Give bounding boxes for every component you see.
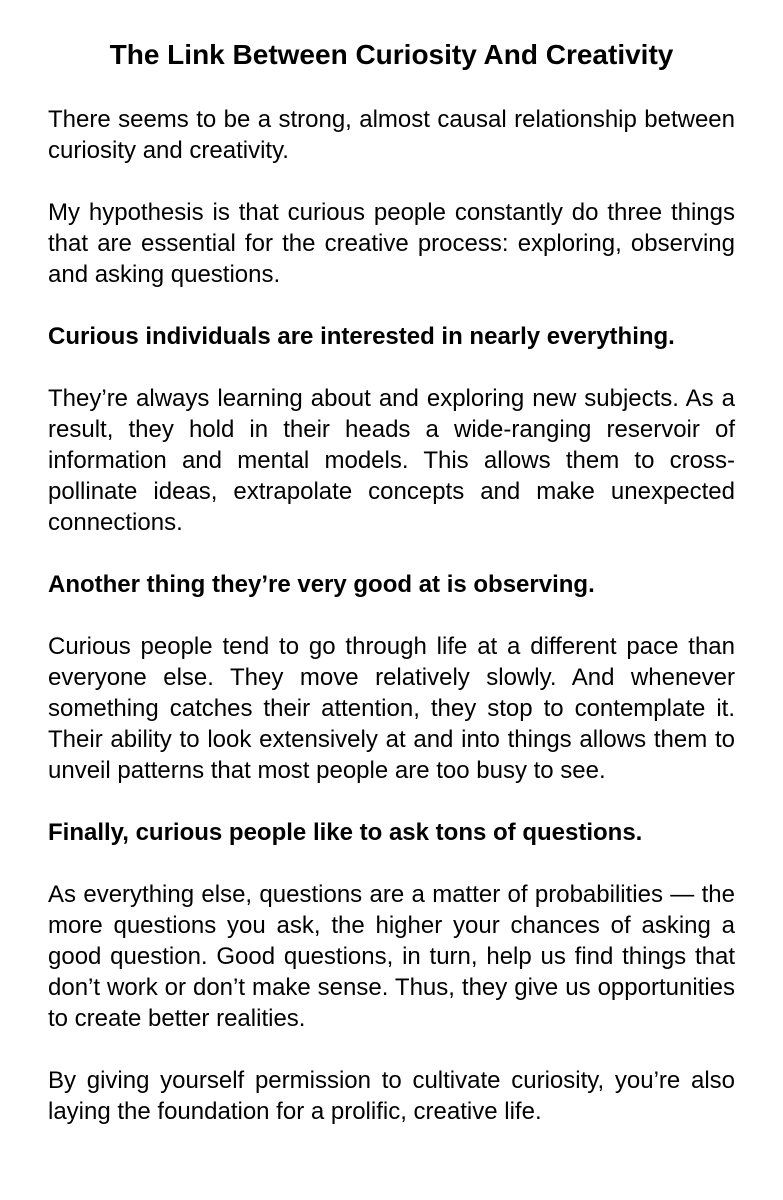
heading-interested: Curious individuals are interested in nearly everything.: [48, 323, 675, 350]
paragraph-questions: As everything else, questions are a matter of probabilities — the more questions you ask, the higher your chances of asking a good question. Good questions, in turn, help us find things that don’t work or don’t make sense. Thus, they give us opportunities to create better realities.: [48, 881, 735, 1032]
document-title: The Link Between Curiosity And Creativity: [109, 39, 674, 70]
paragraph-conclusion: By giving yourself permission to cultivate curiosity, you’re also laying the foundation for a prolific, creative life.: [48, 1067, 735, 1125]
heading-observing: Another thing they’re very good at is observing.: [48, 571, 595, 598]
paragraph-learning: They’re always learning about and exploring new subjects. As a result, they hold in their heads a wide-ranging reservoir of information and mental models. This allows them to cross-pollinate ideas, extrapolate concepts and make unexpected connections.: [48, 385, 735, 536]
paragraph-intro: There seems to be a strong, almost causal relationship between curiosity and creativity.: [48, 106, 735, 164]
paragraph-observing: Curious people tend to go through life at a different pace than everyone else. They move relatively slowly. And whenever something catches their attention, they stop to contemplate it. Their ability to look extensively at and into things allows them to unveil patterns that most people are too busy to see.: [48, 633, 735, 784]
paragraph-hypothesis: My hypothesis is that curious people constantly do three things that are essential for the creative process: exploring, observing and asking questions.: [48, 199, 735, 288]
heading-questions: Finally, curious people like to ask tons of questions.: [48, 819, 643, 846]
